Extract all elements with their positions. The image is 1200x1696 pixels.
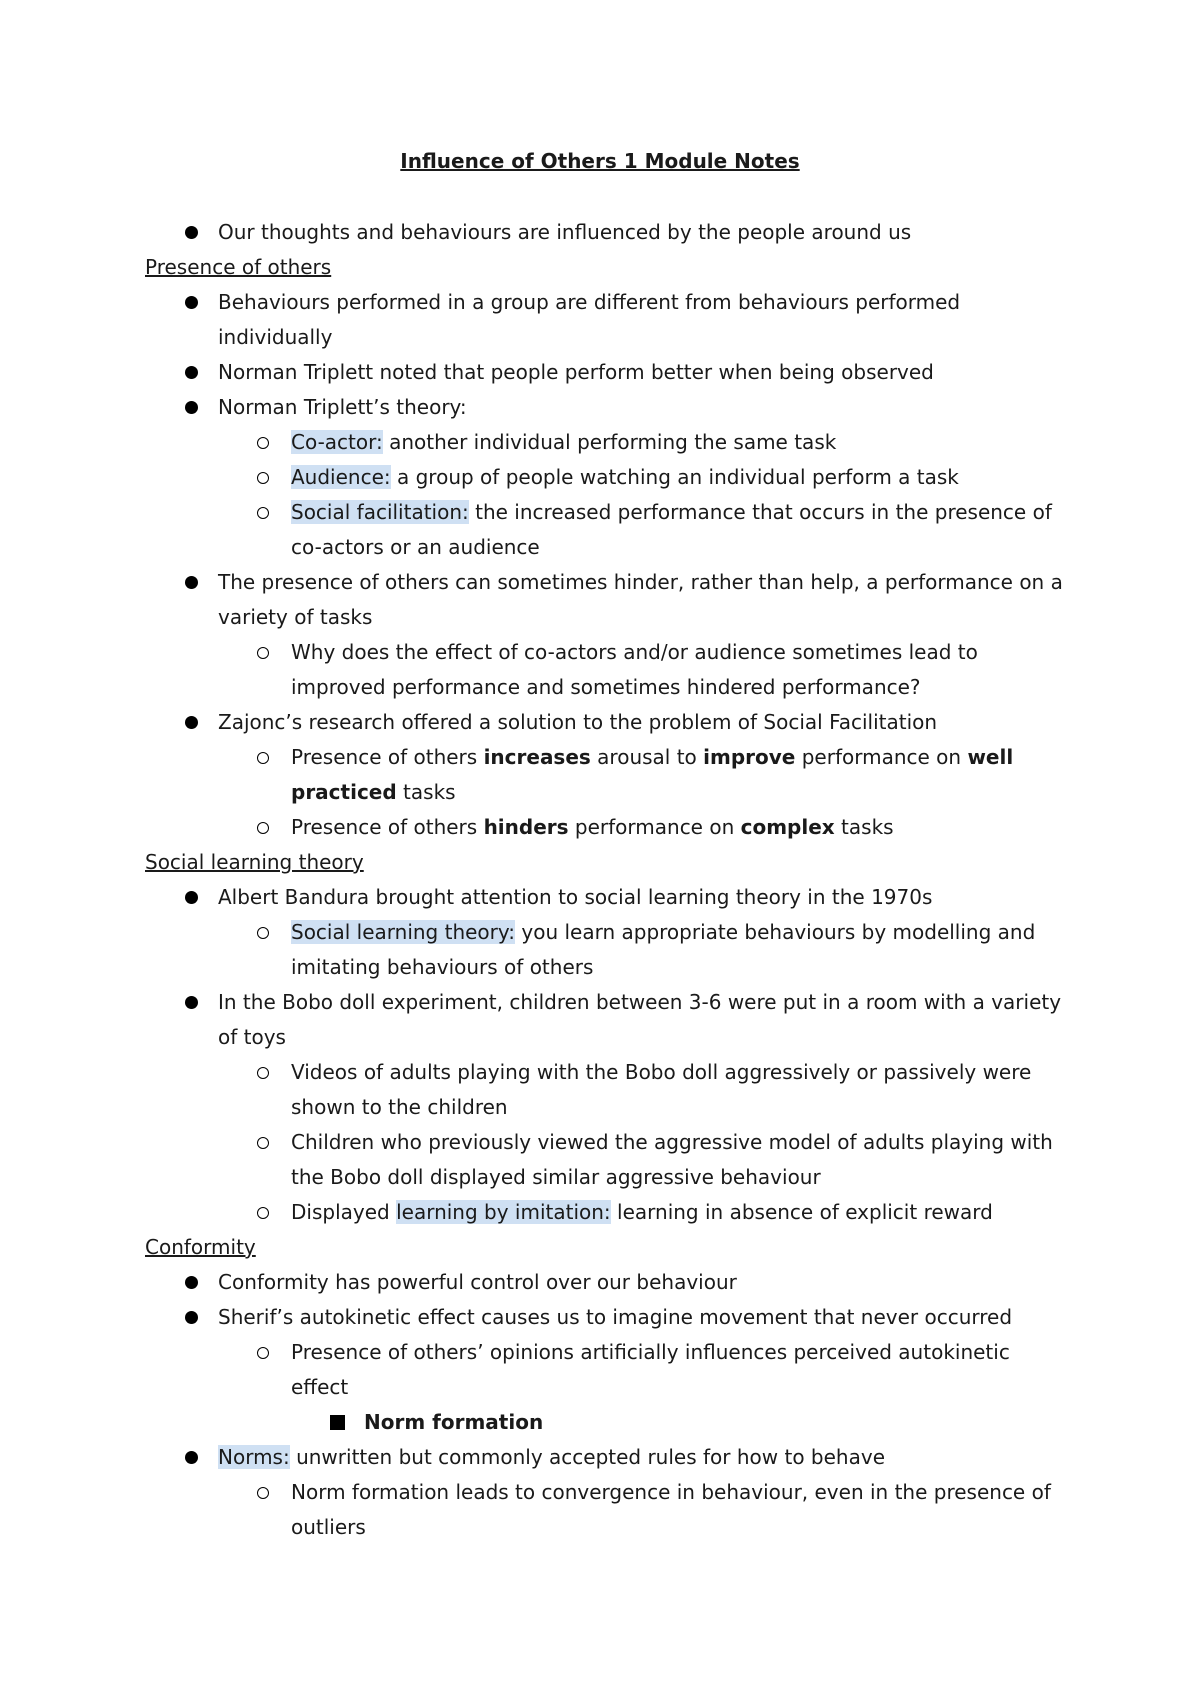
bullet-square-icon [327, 1405, 347, 1440]
list-item-text: Norm formation leads to convergence in behaviour, even in the presence of outliers [291, 1480, 1051, 1539]
list-item-text: Videos of adults playing with the Bobo doll aggressively or passively were shown to the children [291, 1060, 1032, 1119]
highlighted-term: learning by imitation: [396, 1200, 611, 1224]
bullet-circle-icon [253, 1335, 273, 1370]
list-item [145, 1055, 1065, 1125]
list-item-text: Our thoughts and behaviours are influenced by the people around us [218, 220, 912, 244]
list-item-text: Children who previously viewed the aggressive model of adults playing with the Bobo doll displayed similar aggressive behaviour [291, 1130, 1053, 1189]
list-item [145, 1300, 1065, 1335]
definition-text: unwritten but commonly accepted rules for how to behave [289, 1445, 885, 1469]
list-item-text: Zajonc’s research offered a solution to the problem of Social Facilitation [218, 710, 938, 734]
bullet-circle-icon [253, 915, 273, 950]
bullet-circle-icon [253, 1055, 273, 1090]
list-item-text: tasks [834, 815, 894, 839]
definition-text: a group of people watching an individual perform a task [390, 465, 959, 489]
list-item [145, 1195, 1065, 1230]
bold-term: well practiced [291, 745, 1014, 804]
bullet-circle-icon [253, 810, 273, 845]
list-item-text: Albert Bandura brought attention to social learning theory in the 1970s [218, 885, 933, 909]
bold-term: Norm formation [364, 1410, 544, 1434]
list-item [145, 565, 1065, 635]
list-item [145, 495, 1065, 565]
document-title: Influence of Others 1 Module Notes [400, 149, 800, 173]
list-item-text: In the Bobo doll experiment, children between 3-6 were put in a room with a variety of toys [218, 990, 1062, 1049]
definition-text: you learn appropriate behaviours by modelling and imitating behaviours of others [291, 920, 1036, 979]
section-heading-presence: Presence of others [145, 255, 332, 279]
bullet-dot-icon [181, 285, 201, 320]
list-item [145, 285, 1065, 355]
bullet-circle-icon [253, 425, 273, 460]
list-item-text: performance on [795, 745, 968, 769]
list-item-text: Presence of others’ opinions artificially influences perceived autokinetic effect [291, 1340, 1010, 1399]
document-body [145, 215, 1065, 1545]
list-item-text: Sherif’s autokinetic effect causes us to imagine movement that never occurred [218, 1305, 1013, 1329]
list-item-text: Behaviours performed in a group are different from behaviours performed individually [218, 290, 961, 349]
list-item [145, 215, 1065, 250]
list-item-text: Norman Triplett’s theory: [218, 395, 467, 419]
list-item-text: arousal to [590, 745, 704, 769]
definition-text: another individual performing the same task [382, 430, 837, 454]
list-item [145, 425, 1065, 460]
bullet-dot-icon [181, 880, 201, 915]
bullet-circle-icon [253, 635, 273, 670]
bullet-dot-icon [181, 1265, 201, 1300]
list-item-text: Displayed [291, 1200, 397, 1224]
bullet-dot-icon [181, 390, 201, 425]
bold-term: hinders [483, 815, 569, 839]
bullet-circle-icon [253, 495, 273, 530]
list-item [145, 1335, 1065, 1405]
list-item [145, 635, 1065, 705]
bullet-dot-icon [181, 985, 201, 1020]
highlighted-term: Co-actor: [291, 430, 383, 454]
section-heading-conformity: Conformity [145, 1235, 256, 1259]
list-item [145, 810, 1065, 845]
list-item-text: Presence of others [291, 815, 484, 839]
definition-text: learning in absence of explicit reward [610, 1200, 993, 1224]
bullet-dot-icon [181, 565, 201, 600]
list-item [145, 1125, 1065, 1195]
bullet-circle-icon [253, 1195, 273, 1230]
list-item [145, 985, 1065, 1055]
section-heading-social-learning: Social learning theory [145, 850, 364, 874]
list-item-text: Norman Triplett noted that people perform better when being observed [218, 360, 934, 384]
list-item [145, 740, 1065, 810]
list-item-text: performance on [568, 815, 741, 839]
bullet-circle-icon [253, 740, 273, 775]
list-item-text: Conformity has powerful control over our behaviour [218, 1270, 737, 1294]
list-item [145, 915, 1065, 985]
highlighted-term: Norms: [218, 1445, 290, 1469]
definition-text: the increased performance that occurs in the presence of co-actors or an audience [291, 500, 1052, 559]
bullet-dot-icon [181, 215, 201, 250]
list-item [145, 355, 1065, 390]
list-item-text: Why does the effect of co-actors and/or audience sometimes lead to improved performance and sometimes hindered performance? [291, 640, 978, 699]
list-item [145, 1405, 1065, 1440]
list-item [145, 460, 1065, 495]
highlighted-term: Social facilitation: [291, 500, 469, 524]
list-item [145, 390, 1065, 425]
highlighted-term: Audience: [291, 465, 391, 489]
list-item [145, 1265, 1065, 1300]
list-item [145, 1475, 1065, 1545]
bold-term: improve [703, 745, 796, 769]
bullet-dot-icon [181, 355, 201, 390]
list-item [145, 1440, 1065, 1475]
list-item [145, 705, 1065, 740]
bullet-dot-icon [181, 1440, 201, 1475]
bold-term: increases [483, 745, 591, 769]
list-item-text: tasks [396, 780, 456, 804]
highlighted-term: Social learning theory: [291, 920, 516, 944]
bold-term: complex [740, 815, 835, 839]
bullet-circle-icon [253, 1475, 273, 1510]
bullet-circle-icon [253, 460, 273, 495]
bullet-dot-icon [181, 705, 201, 740]
list-item-text: The presence of others can sometimes hinder, rather than help, a performance on a variety of tasks [218, 570, 1063, 629]
bullet-circle-icon [253, 1125, 273, 1160]
list-item-text: Presence of others [291, 745, 484, 769]
list-item [145, 880, 1065, 915]
bullet-dot-icon [181, 1300, 201, 1335]
